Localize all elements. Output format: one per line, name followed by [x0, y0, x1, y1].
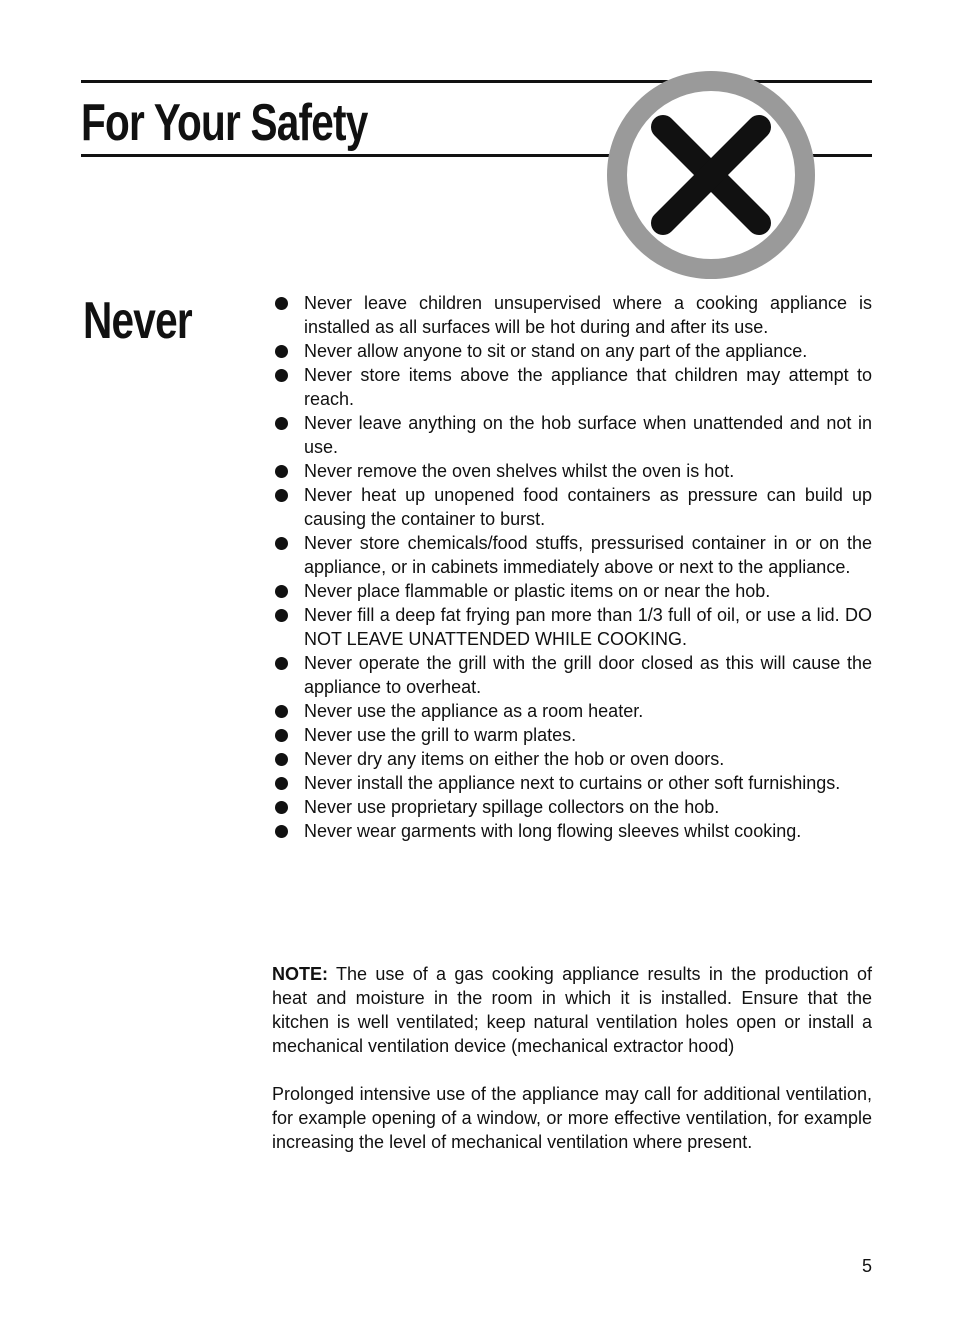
bullet-icon — [275, 825, 288, 838]
list-item — [272, 483, 872, 531]
note-paragraph — [272, 962, 872, 1058]
list-item-text: Never use proprietary spillage collectors on the hob. — [304, 797, 720, 817]
list-item — [272, 459, 872, 483]
bullet-icon — [275, 609, 288, 622]
note-text: The use of a gas cooking appliance results in the production of heat and moisture in the room in which it is installed. Ensure that the kitchen is well ventilated; keep natural ventilation holes open or install a mechanical ventilation device (mechanical extractor hood) — [272, 964, 872, 1056]
page-number: 5 — [861, 1256, 872, 1276]
never-list — [272, 291, 872, 843]
ventilation-paragraph: Prolonged intensive use of the appliance may call for additional ventilation, for example opening of a window, or more effective ventilation, for example increasing the level of mechanical ventilation where present. — [272, 1084, 872, 1152]
bullet-icon — [275, 801, 288, 814]
list-item — [272, 603, 872, 651]
bullet-icon — [275, 369, 288, 382]
bullet-icon — [275, 777, 288, 790]
section-heading-never: Never — [83, 292, 192, 350]
list-item — [272, 411, 872, 459]
list-item — [272, 723, 872, 747]
list-item-text: Never wear garments with long flowing sleeves whilst cooking. — [304, 821, 802, 841]
bullet-icon — [275, 465, 288, 478]
bullet-icon — [275, 753, 288, 766]
list-item-text: Never store chemicals/food stuffs, pressurised container in or on the appliance, or in cabinets immediately above or next to the appliance. — [304, 533, 872, 577]
list-item — [272, 819, 872, 843]
bullet-icon — [275, 537, 288, 550]
list-item — [272, 531, 872, 579]
list-item-text: Never leave anything on the hob surface when unattended and not in use. — [304, 413, 872, 457]
bullet-icon — [275, 585, 288, 598]
list-item-text: Never operate the grill with the grill door closed as this will cause the appliance to overheat. — [304, 653, 872, 697]
prohibition-cross-icon — [606, 70, 816, 280]
list-item — [272, 771, 872, 795]
list-item-text: Never use the grill to warm plates. — [304, 725, 577, 745]
list-item-text: Never remove the oven shelves whilst the oven is hot. — [304, 461, 735, 481]
note-label: NOTE: — [272, 964, 328, 984]
list-item — [272, 291, 872, 339]
list-item-text: Never store items above the appliance that children may attempt to reach. — [304, 365, 872, 409]
bullet-icon — [275, 489, 288, 502]
bullet-icon — [275, 345, 288, 358]
list-item-text: Never heat up unopened food containers as pressure can build up causing the container to burst. — [304, 485, 872, 529]
list-item-text: Never install the appliance next to curtains or other soft furnishings. — [304, 773, 841, 793]
list-item-text: Never use the appliance as a room heater. — [304, 701, 644, 721]
list-item-text: Never allow anyone to sit or stand on any part of the appliance. — [304, 341, 808, 361]
list-item-text: Never dry any items on either the hob or oven doors. — [304, 749, 725, 769]
list-item-text: Never leave children unsupervised where a cooking appliance is installed as all surfaces will be hot during and after its use. — [304, 293, 872, 337]
list-item-text: Never place flammable or plastic items on or near the hob. — [304, 581, 771, 601]
list-item — [272, 795, 872, 819]
bullet-icon — [275, 657, 288, 670]
list-item — [272, 363, 872, 411]
page-title: For Your Safety — [81, 94, 368, 152]
list-item — [272, 651, 872, 699]
bullet-icon — [275, 705, 288, 718]
list-item — [272, 747, 872, 771]
bullet-icon — [275, 417, 288, 430]
bullet-icon — [275, 729, 288, 742]
list-item-text: Never fill a deep fat frying pan more than 1/3 full of oil, or use a lid. DO NOT LEAVE UNATTENDED WHILE COOKING. — [304, 605, 872, 649]
list-item — [272, 579, 872, 603]
list-item — [272, 339, 872, 363]
list-item — [272, 699, 872, 723]
bullet-icon — [275, 297, 288, 310]
